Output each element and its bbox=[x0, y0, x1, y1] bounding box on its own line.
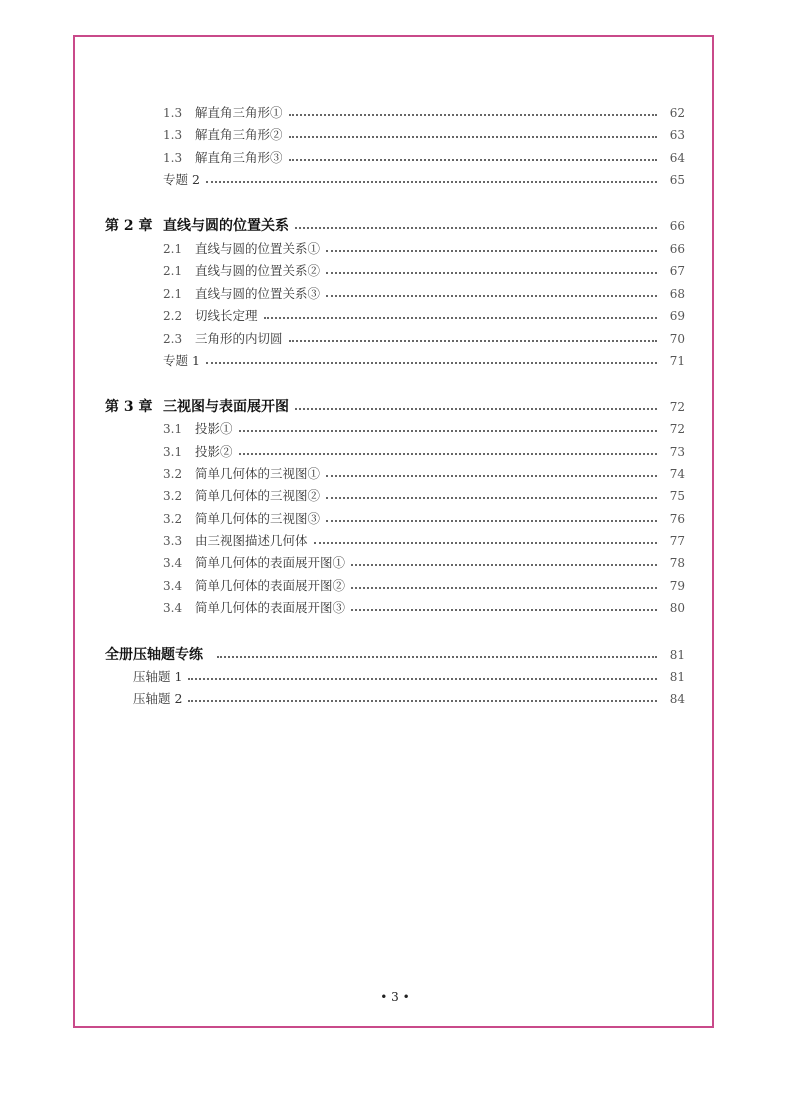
entry-page: 64 bbox=[669, 151, 685, 165]
leader-dots bbox=[217, 655, 657, 658]
entry-title: 压轴题 1 bbox=[133, 669, 183, 684]
entry-page: 77 bbox=[669, 534, 685, 548]
entry-title: 简单几何体的表面展开图② bbox=[195, 578, 346, 593]
entry-title: 三角形的内切圆 bbox=[195, 331, 283, 346]
entry-title: 压轴题 2 bbox=[133, 691, 183, 706]
leader-dots bbox=[206, 361, 657, 364]
entry-number: 3.1 bbox=[163, 422, 183, 436]
leader-dots bbox=[289, 135, 657, 138]
entry-number: 2.1 bbox=[163, 287, 183, 301]
leader-dots bbox=[289, 113, 657, 116]
entry-page: 62 bbox=[669, 106, 685, 120]
entry-page: 68 bbox=[669, 287, 685, 301]
entry-title: 简单几何体的表面展开图③ bbox=[195, 600, 346, 615]
leader-dots bbox=[351, 608, 657, 611]
entry-number: 3.4 bbox=[163, 601, 183, 615]
toc-entry[interactable] bbox=[163, 597, 685, 619]
leader-dots bbox=[188, 699, 657, 702]
entry-title: 投影② bbox=[195, 444, 233, 459]
leader-dots bbox=[326, 249, 657, 252]
toc-entry[interactable] bbox=[163, 305, 685, 327]
entry-number: 2.3 bbox=[163, 332, 183, 346]
leader-dots bbox=[326, 294, 657, 297]
leader-dots bbox=[326, 474, 657, 477]
entry-number: 2.1 bbox=[163, 264, 183, 278]
leader-dots bbox=[206, 180, 657, 183]
entry-page: 70 bbox=[669, 332, 685, 346]
toc-entry[interactable] bbox=[163, 260, 685, 282]
leader-dots bbox=[314, 541, 657, 544]
entry-title: 简单几何体的三视图① bbox=[195, 466, 321, 481]
toc-entry[interactable] bbox=[163, 283, 685, 305]
entry-number: 1.3 bbox=[163, 151, 183, 165]
entry-page: 65 bbox=[669, 173, 685, 187]
entry-number: 3.4 bbox=[163, 579, 183, 593]
entry-number: 3.1 bbox=[163, 445, 183, 459]
entry-title: 解直角三角形① bbox=[195, 105, 283, 120]
toc-entry[interactable] bbox=[163, 124, 685, 146]
part-title: 全册压轴题专练 bbox=[105, 647, 203, 663]
entry-page: 84 bbox=[669, 692, 685, 706]
leader-dots bbox=[295, 407, 657, 410]
toc-entry[interactable] bbox=[163, 418, 685, 440]
entry-title: 直线与圆的位置关系② bbox=[195, 263, 321, 278]
entry-page: 71 bbox=[669, 354, 685, 368]
entry-page: 66 bbox=[669, 242, 685, 256]
toc-entry[interactable] bbox=[163, 463, 685, 485]
entry-page: 81 bbox=[669, 670, 685, 684]
entry-number: 3.2 bbox=[163, 489, 183, 503]
entry-title: 投影① bbox=[195, 421, 233, 436]
leader-dots bbox=[295, 226, 657, 229]
entry-page: 78 bbox=[669, 556, 685, 570]
entry-number: 1.3 bbox=[163, 106, 183, 120]
entry-number: 2.1 bbox=[163, 242, 183, 256]
entry-title: 简单几何体的表面展开图① bbox=[195, 555, 346, 570]
leader-dots bbox=[239, 452, 657, 455]
entry-page: 75 bbox=[669, 489, 685, 503]
toc-entry[interactable] bbox=[133, 666, 685, 688]
leader-dots bbox=[326, 519, 657, 522]
entry-number: 3.4 bbox=[163, 556, 183, 570]
entry-number: 2.2 bbox=[163, 309, 183, 323]
leader-dots bbox=[188, 677, 657, 680]
leader-dots bbox=[239, 429, 657, 432]
entry-number: 3.3 bbox=[163, 534, 183, 548]
entry-page: 69 bbox=[669, 309, 685, 323]
entry-title: 切线长定理 bbox=[195, 308, 258, 323]
part-page: 81 bbox=[669, 648, 685, 662]
leader-dots bbox=[351, 563, 657, 566]
leader-dots bbox=[326, 496, 657, 499]
entry-title: 简单几何体的三视图② bbox=[195, 488, 321, 503]
entry-title: 解直角三角形③ bbox=[195, 150, 283, 165]
toc-entry[interactable] bbox=[163, 508, 685, 530]
page-number-footer: • 3 • bbox=[380, 990, 410, 1004]
chapter-page: 72 bbox=[669, 400, 685, 414]
entry-title: 由三视图描述几何体 bbox=[195, 533, 308, 548]
chapter-title: 直线与圆的位置关系 bbox=[163, 218, 289, 234]
toc-entry[interactable] bbox=[163, 102, 685, 124]
entry-number: 1.3 bbox=[163, 128, 183, 142]
toc-entry[interactable] bbox=[163, 441, 685, 463]
entry-title: 简单几何体的三视图③ bbox=[195, 511, 321, 526]
chapter-page: 66 bbox=[669, 219, 685, 233]
leader-dots bbox=[289, 158, 657, 161]
entry-page: 72 bbox=[669, 422, 685, 436]
toc-entry[interactable] bbox=[163, 238, 685, 260]
entry-page: 67 bbox=[669, 264, 685, 278]
leader-dots bbox=[326, 271, 657, 274]
chapter-title: 三视图与表面展开图 bbox=[163, 399, 289, 415]
toc-entry[interactable] bbox=[163, 575, 685, 597]
toc-entry[interactable] bbox=[163, 147, 685, 169]
toc-entry[interactable] bbox=[163, 169, 685, 191]
toc-entry[interactable] bbox=[163, 530, 685, 552]
toc-entry[interactable] bbox=[163, 328, 685, 350]
entry-number: 3.2 bbox=[163, 512, 183, 526]
entry-title: 直线与圆的位置关系③ bbox=[195, 286, 321, 301]
leader-dots bbox=[289, 339, 657, 342]
entry-page: 76 bbox=[669, 512, 685, 526]
entry-page: 63 bbox=[669, 128, 685, 142]
chapter-number: 第 2 章 bbox=[105, 218, 153, 234]
entry-page: 79 bbox=[669, 579, 685, 593]
entry-page: 80 bbox=[669, 601, 685, 615]
toc-entry[interactable] bbox=[133, 688, 685, 710]
toc-chapter-heading[interactable] bbox=[105, 396, 685, 418]
entry-title: 专题 2 bbox=[163, 172, 200, 187]
entry-title: 专题 1 bbox=[163, 353, 200, 368]
toc-entry[interactable] bbox=[163, 485, 685, 507]
entry-title: 直线与圆的位置关系① bbox=[195, 241, 321, 256]
toc-part-heading[interactable] bbox=[105, 644, 685, 666]
entry-number: 3.2 bbox=[163, 467, 183, 481]
leader-dots bbox=[351, 586, 657, 589]
entry-page: 73 bbox=[669, 445, 685, 459]
leader-dots bbox=[264, 316, 657, 319]
toc-chapter-heading[interactable] bbox=[105, 215, 685, 237]
toc-entry[interactable] bbox=[163, 552, 685, 574]
toc-entry[interactable] bbox=[163, 350, 685, 372]
chapter-number: 第 3 章 bbox=[105, 399, 153, 415]
entry-page: 74 bbox=[669, 467, 685, 481]
entry-title: 解直角三角形② bbox=[195, 127, 283, 142]
